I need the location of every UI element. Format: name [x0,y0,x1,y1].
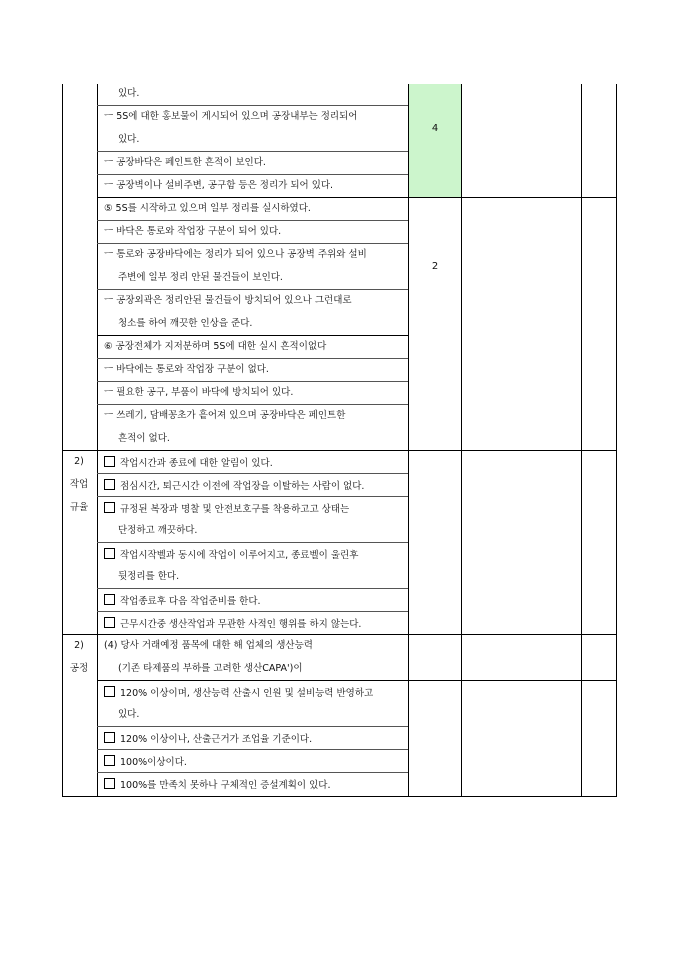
checklist-label: 100%이상이다. [120,757,187,768]
criteria-text: 있다. [118,134,140,145]
checklist-item [104,617,361,631]
checklist-item [104,732,312,746]
score-cell-highlight [409,84,461,197]
criteria-text: 주변에 일부 정리 안된 물건들이 보인다. [118,272,283,283]
checkbox[interactable] [104,686,115,697]
block-separator [62,450,616,451]
score-value: 2 [431,261,439,272]
checklist-label: 작업시작벨과 동시에 작업이 이루어지고, 종료벨이 울린후 [120,550,359,561]
checkbox[interactable] [104,594,115,605]
score-value: 4 [431,123,439,134]
checkbox[interactable] [104,456,115,467]
row-separator [97,105,408,106]
checkbox[interactable] [104,617,115,628]
criteria-text: 청소를 하여 깨끗한 인상을 준다. [118,318,253,329]
criteria-text: ㅡ 필요한 공구, 부품이 바닥에 방치되어 있다. [104,387,294,398]
checklist-label: 근무시간중 생산작업과 무관한 사적인 행위를 하지 않는다. [120,619,362,630]
checklist-item [104,755,187,769]
checklist-label: 100%를 만족치 못하나 구체적인 증설계획이 있다. [120,780,331,791]
criteria-text: ㅡ 공장바닥은 페인트한 흔적이 보인다. [104,157,266,168]
criteria-text: 뒷정리를 한다. [118,571,180,582]
checklist-label: 점심시간, 퇴근시간 이전에 작업장을 이탈하는 사람이 없다. [120,481,365,492]
block-separator [97,680,616,681]
checklist-item [104,456,273,470]
checklist-item [104,594,261,608]
criteria-text: 있다. [118,88,140,99]
criteria-text: 흔적이 없다. [118,433,170,444]
criteria-text: ㅡ 공장벽이나 설비주변, 공구함 등은 정리가 되어 있다. [104,180,334,191]
checklist-label: 작업시간과 종료에 대한 알림이 있다. [120,458,273,469]
row-separator [97,289,408,290]
grid-line [461,84,462,797]
row-separator [97,726,408,727]
row-separator [97,151,408,152]
criteria-text: ㅡ 통로와 공장바닥에는 정리가 되어 있으나 공장벽 주위와 설비 [104,249,367,260]
checklist-label: 규정된 복장과 명찰 및 안전보호구를 착용하고고 상태는 [120,504,350,515]
grid-line [616,84,617,797]
row-separator [97,358,408,359]
block-separator [97,335,408,336]
grid-line [408,84,409,797]
row-separator [97,611,408,612]
checklist-label: 120% 이상이며, 생산능력 산출시 인원 및 설비능력 반영하고 [120,688,374,699]
row-separator [97,496,408,497]
criteria-text: 있다. [118,709,140,720]
row-separator [97,220,408,221]
row-separator [97,473,408,474]
criteria-text: ㅡ 쓰레기, 담배꽁초가 흩어져 있으며 공장바닥은 페인트한 [104,410,346,421]
row-separator [97,772,408,773]
category-number: 2) [74,640,84,651]
category-label: 공정 [69,663,89,674]
block-separator [62,634,616,635]
block-separator [97,197,616,198]
category-number: 2) [74,456,84,467]
row-separator [97,381,408,382]
row-separator [97,243,408,244]
category-label: 규율 [69,502,89,513]
checkbox[interactable] [104,755,115,766]
criteria-text: 단정하고 깨끗하다. [118,525,198,536]
row-separator [97,404,408,405]
row-separator [97,542,408,543]
row-separator [97,174,408,175]
criteria-text: ⑥ 공장전체가 지저분하며 5S에 대한 실시 흔적이없다 [104,341,327,352]
row-separator [97,749,408,750]
category-label: 작업 [69,479,89,490]
criteria-text: ㅡ 공장외곽은 정리안된 물건들이 방치되어 있으나 그런대로 [104,295,352,306]
grid-line [62,84,63,797]
checklist-item [104,778,330,792]
checklist-item [104,502,349,516]
checklist-item [104,548,358,562]
checklist-label: 작업종료후 다음 작업준비를 한다. [120,596,261,607]
checkbox[interactable] [104,732,115,743]
grid-line [581,84,582,797]
grid-line [97,84,98,797]
criteria-text: (4) 당사 거래예정 품목에 대한 해 업체의 생산능력 [104,640,313,651]
criteria-text: (기존 타제품의 부하를 고려한 생산CAPA')이 [118,663,303,674]
criteria-text: ㅡ 바닥은 통로와 작업장 구분이 되어 있다. [104,226,282,237]
checklist-item [104,686,373,700]
criteria-text: ⑤ 5S를 시작하고 있으며 일부 정리를 실시하였다. [104,203,311,214]
checklist-item [104,479,364,493]
checkbox[interactable] [104,548,115,559]
checkbox[interactable] [104,502,115,513]
criteria-text: ㅡ 5S에 대한 홍보물이 게시되어 있으며 공장내부는 정리되어 [104,111,358,122]
checkbox[interactable] [104,479,115,490]
checkbox[interactable] [104,778,115,789]
row-separator [97,588,408,589]
criteria-text: ㅡ 바닥에는 통로와 작업장 구분이 없다. [104,364,269,375]
checklist-label: 120% 이상이나, 산출근거가 조업율 기준이다. [120,734,313,745]
table-bottom-border [62,796,616,797]
